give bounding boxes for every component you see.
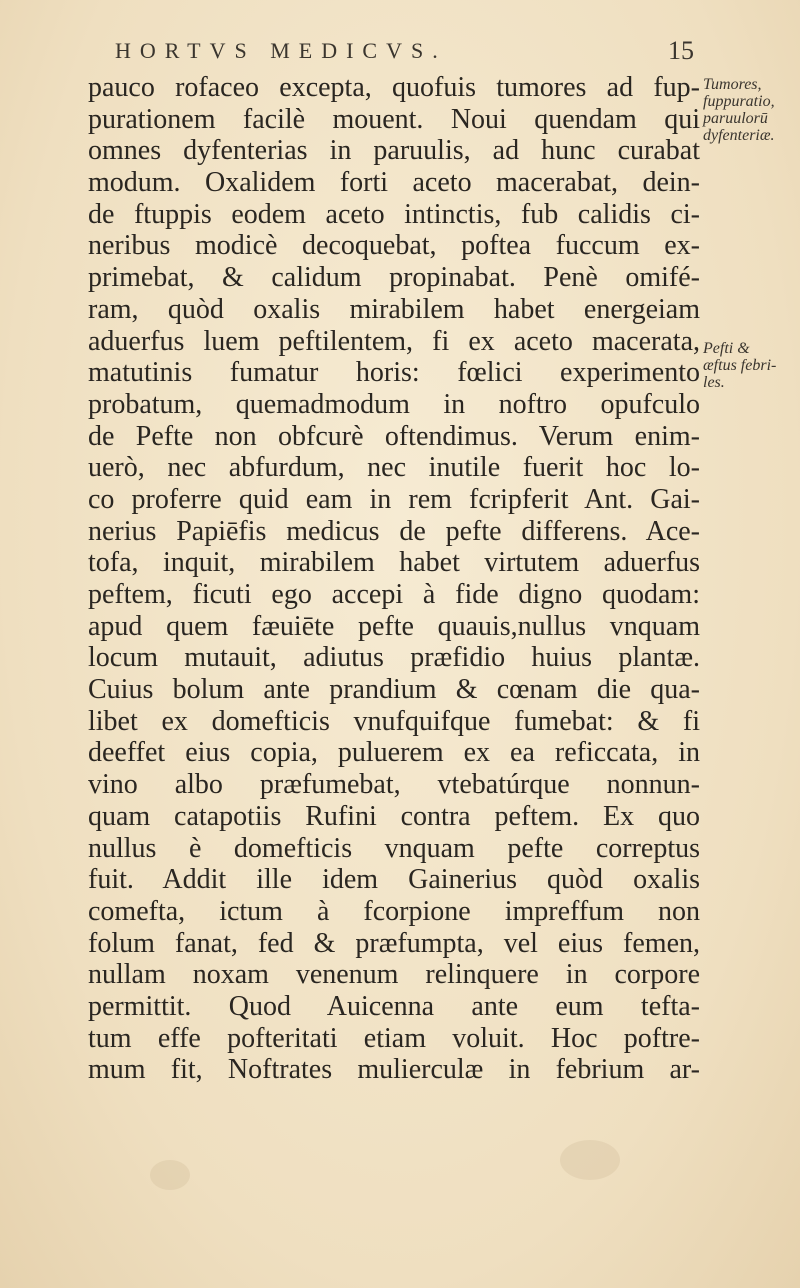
text-line: peftem, ficuti ego accepi à fide digno quodam: — [88, 579, 700, 610]
text-line: de ftuppis eodem aceto intinctis, fub calidis ci- — [88, 198, 700, 230]
margin-note-tumores — [703, 76, 798, 144]
text-line: neribus modicè decoquebat, poftea fuccum ex- — [88, 230, 700, 262]
margin-note-line: les. — [703, 374, 725, 391]
text-line: primebat, & calidum propinabat. Penè omifé- — [88, 262, 700, 294]
margin-note-line: Pefti & — [703, 340, 750, 357]
text-line: ram, quòd oxalis mirabilem habet energeiam — [88, 293, 700, 325]
text-line: co proferre quid eam in rem fcripferit Ant. Gai- — [88, 483, 700, 515]
margin-note-pesti — [703, 340, 798, 391]
text-line: uerò, nec abfurdum, nec inutile fuerit hoc lo- — [88, 452, 700, 484]
text-line: quam catapotiis Rufini contra peftem. Ex quo — [88, 800, 700, 832]
margin-note-line: Tumores, — [703, 76, 762, 93]
text-line: mum fit, Noftrates mulierculæ in febrium ar- — [88, 1054, 700, 1086]
running-title: HORTVS MEDICVS. — [115, 38, 447, 63]
margin-note-line: fuppuratio, — [703, 93, 775, 110]
text-line: purationem facilè mouent. Noui quendam qui — [88, 103, 700, 135]
text-line: probatum, quemadmodum in noftro opufculo — [88, 388, 700, 420]
text-line: fuit. Addit ille idem Gainerius quòd oxalis — [88, 864, 700, 896]
text-line: pauco rofaceo excepta, quofuis tumores ad fup- — [88, 72, 700, 103]
text-line: permittit. Quod Auicenna ante eum tefta- — [88, 990, 700, 1022]
margin-note-line: dyfenteriæ. — [703, 127, 775, 144]
text-line: nullam noxam venenum relinquere in corpore — [88, 959, 700, 991]
text-line: nerius Papiēfis medicus de pefte differens. Ace- — [88, 515, 700, 547]
margin-note-line: æftus febri- — [703, 357, 777, 374]
text-line: modum. Oxalidem forti aceto macerabat, dein- — [88, 167, 700, 199]
text-line: locum mutauit, adiutus præfidio huius plantæ. — [88, 642, 700, 674]
text-line: libet ex domefticis vnufquifque fumebat: & fi — [88, 705, 700, 737]
margin-note-line: paruulorū — [703, 110, 768, 127]
text-line: apud quem fæuiēte pefte quauis,nullus vnquam — [88, 610, 700, 642]
text-line: deeffet eius copia, puluerem ex ea reficcata, in — [88, 737, 700, 769]
paper-stain — [150, 1160, 190, 1190]
text-line: matutinis fumatur horis: fœlici experimento — [88, 357, 700, 389]
text-line: comefta, ictum à fcorpione impreffum non — [88, 895, 700, 927]
text-line: vino albo præfumebat, vtebatúrque nonnun- — [88, 769, 700, 801]
text-line: aduerfus luem peftilentem, fi ex aceto macerata, — [88, 325, 700, 357]
text-line: tum effe pofteritati etiam voluit. Hoc poftre- — [88, 1022, 700, 1054]
text-line: folum fanat, fed & præfumpta, vel eius femen, — [88, 927, 700, 959]
text-line: Cuius bolum ante prandium & cœnam die qua- — [88, 674, 700, 706]
text-line: tofa, inquit, mirabilem habet virtutem aduerfus — [88, 547, 700, 579]
text-line: de Pefte non obfcurè oftendimus. Verum enim- — [88, 420, 700, 452]
body-text — [88, 72, 700, 1086]
page-number: 15 — [668, 36, 694, 65]
paper-stain — [560, 1140, 620, 1180]
text-line: omnes dyfenterias in paruulis, ad hunc curabat — [88, 135, 700, 167]
running-head — [110, 30, 710, 66]
text-line: nullus è domefticis vnquam pefte correptus — [88, 832, 700, 864]
